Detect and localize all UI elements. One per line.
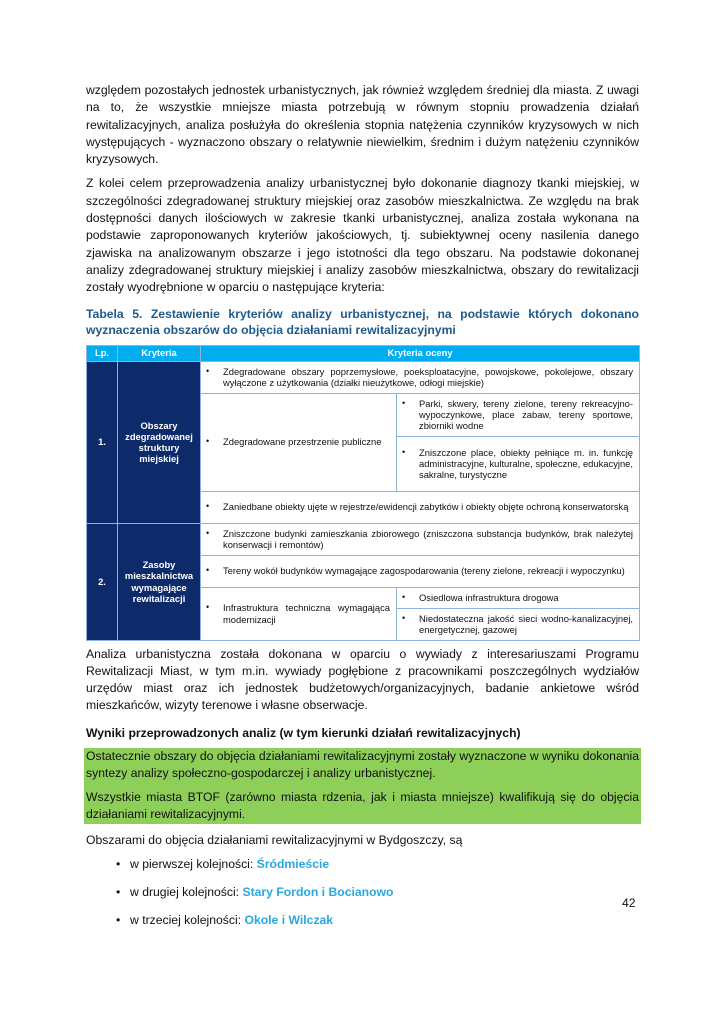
- bullet-icon: •: [116, 857, 121, 872]
- list-item: [86, 856, 639, 873]
- area-name: Okole i Wilczak: [244, 913, 334, 928]
- areas-list: [86, 856, 639, 929]
- paragraph-1: względem pozostałych jednostek urbanistycznych, jak również względem średniej dla miasta. Z uwagi na to, że wszystkie mniejsze miasta potrzebują w równym stopniu prowadzenia działań rewitalizacyjnych, analiza posłużyła do określenia stopnia natężenia czynników kryzysowych w nich występujących - wyznaczono obszary o relatywnie niewielkim, średnim i dużym natężeniu czynników kryzysowych.: [86, 83, 639, 167]
- bullet-icon: •: [206, 365, 210, 376]
- area-prefix: w drugiej kolejności:: [130, 885, 243, 900]
- header-lp: Lp.: [87, 345, 118, 361]
- bullet-icon: •: [402, 446, 406, 457]
- criterion-text: Zniszczone budynki zamieszkania zbiorowego (zniszczona substancja budynków, brak należytej konserwacji i remontów): [223, 527, 634, 551]
- criteria-table: [86, 345, 640, 641]
- area-name: Stary Fordon i Bocianowo: [242, 885, 394, 900]
- results-text-1: Ostatecznie obszary do objęcia działaniami rewitalizacyjnymi zostały wyznaczone w wyniku dokonania syntezy analizy społeczno-gospodarczej i analizy urbanistycznej.: [86, 748, 639, 781]
- row-label: Obszary zdegradowanej struktury miejskiej: [118, 361, 201, 523]
- table-caption: Tabela 5. Zestawienie kryteriów analizy urbanistycznej, na podstawie których dokonano wyznaczenia obszarów do objęcia działaniami rewitalizacyjnymi: [86, 306, 639, 338]
- criterion-subtext: Zniszczone place, obiekty pełniące m. in. funkcję administracyjne, kulturalne, społeczne, edukacyjne, sakralne, turystyczne: [419, 446, 634, 481]
- list-item: [86, 912, 639, 929]
- header-kryteria-oceny: Kryteria oceny: [201, 345, 640, 361]
- bullet-icon: •: [116, 885, 121, 900]
- criterion-text: Zdegradowane przestrzenie publiczne: [223, 436, 382, 448]
- area-prefix: w pierwszej kolejności:: [130, 857, 257, 872]
- area-prefix: w trzeciej kolejności:: [130, 913, 245, 928]
- page-number: 42: [622, 896, 636, 910]
- bullet-icon: •: [206, 602, 210, 613]
- criterion-text: Zaniedbane obiekty ujęte w rejestrze/ewidencji zabytków i obiekty objęte ochroną konserwatorską: [223, 501, 629, 513]
- list-item: [86, 884, 639, 901]
- criterion-text: Infrastruktura techniczna wymagająca modernizacji: [223, 602, 390, 625]
- row-number: 2.: [87, 523, 118, 640]
- results-text-2: Wszystkie miasta BTOF (zarówno miasta rdzenia, jak i miasta mniejsze) kwalifikują się do objęcia działaniami rewitalizacyjnymi.: [86, 789, 639, 822]
- criterion-text: Zdegradowane obszary poprzemysłowe, poeksploatacyjne, powojskowe, pokolejowe, obszary wyłączone z użytkowania (działki nieużytkowe, odłogi miejskie): [223, 365, 634, 389]
- bullet-icon: •: [116, 913, 121, 928]
- bullet-icon: •: [206, 436, 210, 447]
- header-kryteria: Kryteria: [118, 345, 201, 361]
- results-heading: Wyniki przeprowadzonych analiz (w tym kierunki działań rewitalizacyjnych): [86, 725, 521, 740]
- criterion-subtext: Niedostateczna jakość sieci wodno-kanalizacyjnej, energetycznej, gazowej: [419, 612, 634, 636]
- bullet-icon: •: [206, 527, 210, 538]
- bullet-icon: •: [206, 565, 210, 576]
- bullet-icon: •: [206, 501, 210, 512]
- bullet-icon: •: [402, 397, 406, 408]
- criterion-subtext: Osiedlowa infrastruktura drogowa: [419, 591, 559, 603]
- criterion-subtext: Parki, skwery, tereny zielone, tereny rekreacyjno-wypoczynkowe, place zabaw, tereny sportowe, zbiorniki wodne: [419, 397, 634, 432]
- table-header-row: [87, 345, 640, 361]
- table-row: [87, 361, 640, 393]
- bullet-icon: •: [402, 612, 406, 623]
- paragraph-2: Z kolei celem przeprowadzenia analizy urbanistycznej było dokonanie diagnozy tkanki miejskiej, w szczególności zdegradowanej struktury miejskiej oraz zasobów mieszkalnictwa. Ze względu na brak dostępności danych ilościowych w zakresie tkanki urbanistycznej, analiza została wykonana na podstawie zaproponowanych kryteriów jakościowych, tj. subiektywnej oceny nasilenia danego zjawiska na analizowanym obszarze i jego istotności dla tego obszaru. Na podstawie dokonanej analizy zdegradowanej struktury miejskiej i analizy zasobów mieszkalnictwa, obszary do rewitalizacji zostały wyodrębnione w oparciu o następujące kryteria:: [86, 176, 639, 295]
- document-page: [86, 82, 639, 940]
- bullet-icon: •: [402, 591, 406, 602]
- row-number: 1.: [87, 361, 118, 523]
- paragraph-4: Obszarami do objęcia działaniami rewitalizacyjnymi w Bydgoszczy, są: [86, 832, 463, 847]
- row-label: Zasoby mieszkalnictwa wymagające rewitalizacji: [118, 523, 201, 640]
- criterion-text: Tereny wokół budynków wymagające zagospodarowania (tereny zielone, rekreacji i wypoczynku): [223, 565, 625, 577]
- paragraph-3: Analiza urbanistyczna została dokonana w oparciu o wywiady z interesariuszami Programu Rewitalizacji Miast, w tym m.in. wywiady pogłębione z pracownikami poszczególnych wydziałów urzędów miast oraz ich jednostek budżetowych/organizacyjnych, badanie ankietowe wśród mieszkańców, wizyty terenowe i własne obserwacje.: [86, 646, 639, 713]
- results-highlight-box: [84, 748, 641, 824]
- area-name: Śródmieście: [256, 857, 330, 872]
- table-row: [87, 523, 640, 555]
